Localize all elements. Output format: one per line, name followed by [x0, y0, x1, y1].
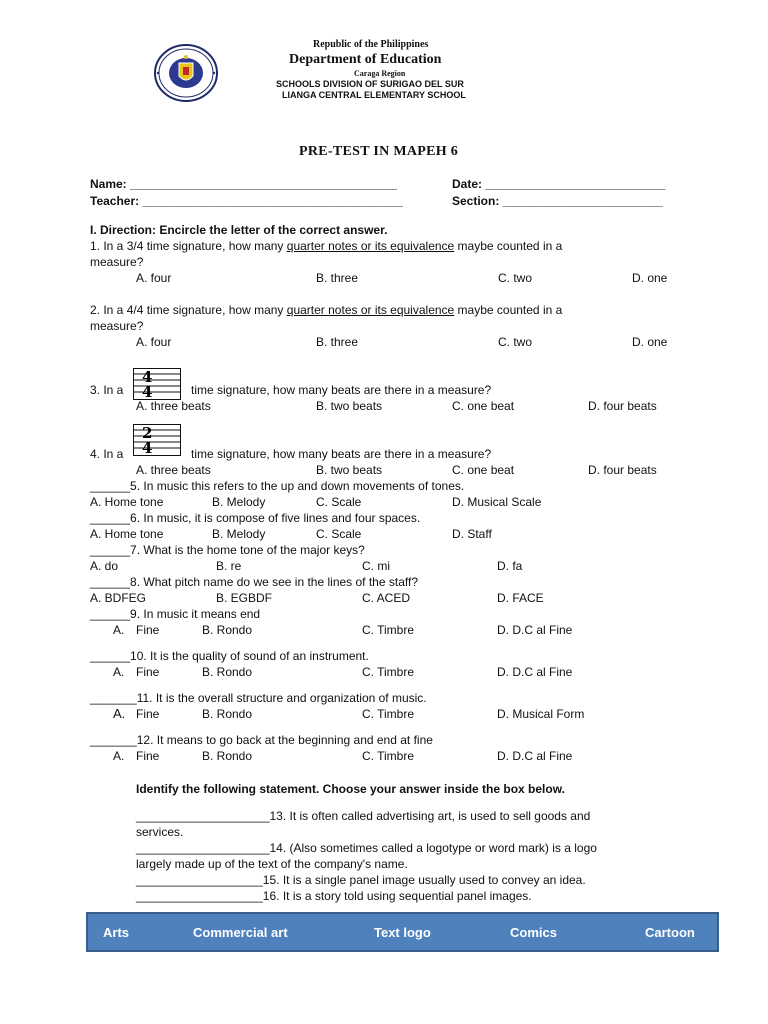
- q8-choice-d[interactable]: D. FACE: [497, 591, 544, 605]
- republic-line: Republic of the Philippines: [313, 39, 429, 50]
- question-14-cont: largely made up of the text of the company's name.: [136, 857, 408, 871]
- answer-option: Arts: [103, 925, 130, 940]
- q11-choice-a-letter: A.: [113, 706, 126, 721]
- q12-choice-a[interactable]: Fine: [136, 749, 160, 763]
- q10-choice-b[interactable]: B. Rondo: [202, 665, 253, 679]
- question-2-cont: measure?: [90, 319, 144, 333]
- time-signature-2-4-icon: [133, 424, 181, 456]
- question-4: time signature, how many beats are there in a measure?: [191, 447, 492, 461]
- q6-choice-d[interactable]: D. Staff: [452, 527, 492, 541]
- q10-choice-c[interactable]: C. Timbre: [362, 665, 415, 679]
- direction-text: I. Direction: Encircle the letter of the correct answer.: [90, 223, 388, 237]
- region-line: Caraga Region: [354, 69, 406, 78]
- q6-choice-b[interactable]: B. Melody: [212, 527, 266, 541]
- question-14: ____________________14. (Also sometimes called a logotype or word mark) is a logo: [136, 841, 597, 855]
- date-field[interactable]: Date: ___________________________: [452, 177, 666, 191]
- q11-choice-d[interactable]: D. Musical Form: [497, 707, 585, 721]
- question-4-pre: 4. In a: [90, 447, 124, 461]
- q7-choice-b[interactable]: B. re: [216, 559, 242, 573]
- q2-choice-d[interactable]: D. one: [632, 335, 668, 349]
- q12-choice-b[interactable]: B. Rondo: [202, 749, 253, 763]
- q2-choice-c[interactable]: C. two: [498, 335, 533, 349]
- q10-choice-a-letter: A.: [113, 665, 125, 679]
- q12-choice-c[interactable]: C. Timbre: [362, 749, 415, 763]
- question-3-pre: 3. In a: [90, 383, 124, 397]
- question-6: ______6. In music, it is compose of five lines and four spaces.: [90, 511, 421, 525]
- question-11: _______11. It is the overall structure and organization of music.: [90, 691, 427, 705]
- q4-choice-a[interactable]: A. three beats: [136, 463, 211, 477]
- division-line: SCHOOLS DIVISION OF SURIGAO DEL SUR: [276, 79, 464, 89]
- q7-choice-a[interactable]: A. do: [90, 559, 119, 573]
- test-title: PRE-TEST IN MAPEH 6: [299, 144, 459, 159]
- question-13: ____________________13. It is often called advertising art, is used to sell goods and: [136, 809, 591, 823]
- answer-option: Commercial art: [193, 925, 288, 940]
- q11-choice-b[interactable]: B. Rondo: [202, 707, 253, 721]
- question-10: ______10. It is the quality of sound of an instrument.: [90, 649, 369, 663]
- q9-choice-b[interactable]: B. Rondo: [202, 623, 253, 637]
- q10-choice-d[interactable]: D. D.C al Fine: [497, 665, 573, 679]
- q9-choice-d[interactable]: D. D.C al Fine: [497, 623, 573, 637]
- q9-choice-c[interactable]: C. Timbre: [362, 623, 415, 637]
- q7-choice-d[interactable]: D. fa: [497, 559, 523, 573]
- sig-top: 4: [142, 368, 153, 386]
- question-1: 1. In a 3/4 time signature, how many quarter notes or its equivalence maybe counted in a: [90, 239, 563, 253]
- q8-choice-a[interactable]: A. BDFEG: [90, 591, 147, 605]
- q5-choice-c[interactable]: C. Scale: [316, 495, 362, 509]
- q12-choice-a-letter: A.: [113, 749, 125, 763]
- sig-bottom: 4: [142, 439, 153, 456]
- q5-choice-b[interactable]: B. Melody: [212, 495, 266, 509]
- q2-choice-a[interactable]: A. four: [136, 335, 172, 349]
- sig-bottom: 4: [142, 383, 153, 400]
- q4-choice-c[interactable]: C. one beat: [452, 463, 515, 477]
- q8-choice-b[interactable]: B. EGBDF: [216, 591, 273, 605]
- q3-choice-a[interactable]: A. three beats: [136, 399, 211, 413]
- q11-choice-c[interactable]: C. Timbre: [362, 707, 415, 721]
- q5-choice-a[interactable]: A. Home tone: [90, 495, 164, 509]
- sig-top: 2: [142, 424, 153, 442]
- q5-choice-d[interactable]: D. Musical Scale: [452, 495, 542, 509]
- answer-option: Cartoon: [645, 925, 695, 940]
- q1-choice-a[interactable]: A. four: [136, 271, 172, 285]
- q1-choice-c[interactable]: C. two: [498, 271, 533, 285]
- question-2: 2. In a 4/4 time signature, how many quarter notes or its equivalence maybe counted in a: [90, 303, 563, 317]
- q3-choice-b[interactable]: B. two beats: [316, 399, 383, 413]
- question-3: time signature, how many beats are there in a measure?: [191, 383, 492, 397]
- question-15: ___________________15. It is a single panel image usually used to convey an idea.: [136, 873, 586, 887]
- q1-choice-d[interactable]: D. one: [632, 271, 668, 285]
- name-field[interactable]: Name: ________________________________________: [90, 177, 397, 191]
- question-9: ______9. In music it means end: [90, 607, 261, 621]
- time-signature-4-4-icon: [133, 368, 181, 400]
- question-7: ______7. What is the home tone of the major keys?: [90, 543, 365, 557]
- answer-option: Text logo: [374, 925, 431, 940]
- question-8: ______8. What pitch name do we see in the lines of the staff?: [90, 575, 418, 589]
- q8-choice-c[interactable]: C. ACED: [362, 591, 411, 605]
- q9-choice-a[interactable]: Fine: [136, 623, 160, 637]
- q7-choice-c[interactable]: C. mi: [362, 559, 390, 573]
- teacher-field[interactable]: Teacher: _______________________________________: [90, 194, 403, 208]
- q4-choice-b[interactable]: B. two beats: [316, 463, 383, 477]
- answer-choices-box: [86, 912, 719, 952]
- question-16: ___________________16. It is a story told using sequential panel images.: [136, 889, 532, 903]
- q3-choice-d[interactable]: D. four beats: [588, 399, 657, 413]
- question-1-cont: measure?: [90, 255, 144, 269]
- question-13-cont: services.: [136, 825, 184, 839]
- q6-choice-c[interactable]: C. Scale: [316, 527, 362, 541]
- question-12: _______12. It means to go back at the beginning and end at fine: [90, 733, 433, 747]
- q1-choice-b[interactable]: B. three: [316, 271, 359, 285]
- school-line: LIANGA CENTRAL ELEMENTARY SCHOOL: [282, 90, 466, 100]
- question-5: ______5. In music this refers to the up and down movements of tones.: [90, 479, 465, 493]
- q10-choice-a[interactable]: Fine: [136, 665, 160, 679]
- identify-heading: Identify the following statement. Choose your answer inside the box below.: [136, 782, 565, 796]
- deped-seal-logo: [153, 43, 219, 103]
- q2-choice-b[interactable]: B. three: [316, 335, 359, 349]
- q11-choice-a[interactable]: Fine: [136, 707, 160, 721]
- q3-choice-c[interactable]: C. one beat: [452, 399, 515, 413]
- q12-choice-d[interactable]: D. D.C al Fine: [497, 749, 573, 763]
- department-title: Department of Education: [289, 52, 442, 67]
- q4-choice-d[interactable]: D. four beats: [588, 463, 657, 477]
- q6-choice-a[interactable]: A. Home tone: [90, 527, 164, 541]
- section-field[interactable]: Section: ________________________: [452, 194, 663, 208]
- q9-choice-a-letter: A.: [113, 623, 125, 637]
- answer-option: Comics: [510, 925, 557, 940]
